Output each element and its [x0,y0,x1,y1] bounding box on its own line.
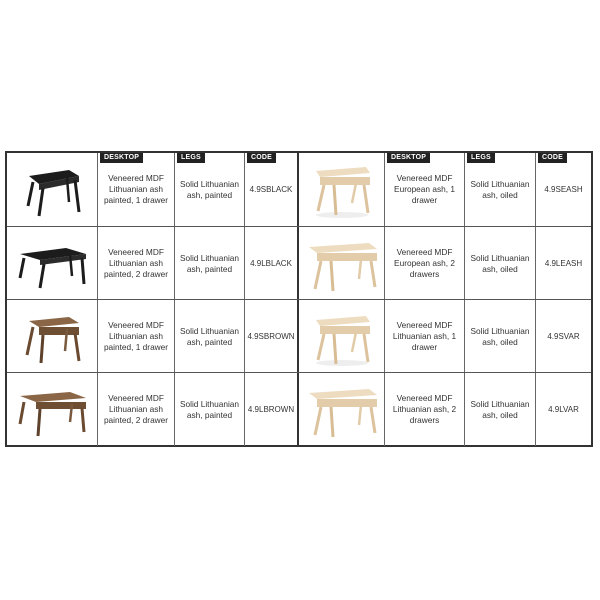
legs-header: LEGS [467,153,495,163]
desktop-cell [97,227,174,300]
desktop-description: Venereed MDF European ash, 2 drawers [394,247,455,279]
desktop-description: Veneered MDF Lithuanian ash painted, 1 drawer [103,320,169,352]
desktop-cell [384,153,464,226]
desktop-header: DESKTOP [387,153,430,163]
legs-description: Solid Lithuanian ash, oiled [470,252,530,274]
desktop-cell [97,300,174,373]
code-cell [535,300,591,373]
product-code: 4.9SEASH [544,185,583,194]
product-code: 4.9LVAR [548,405,579,414]
legs-header: LEGS [177,153,205,163]
desktop-description: Venereed MDF Lithuanian ash, 2 drawers [392,393,457,425]
desk-image-ash-large [297,373,384,446]
desk-image-black-large [7,227,97,300]
legs-cell [174,153,244,226]
desk-image-ash-large [297,227,384,300]
desk-image-ash-small [297,153,384,226]
desk-image-black-small [7,153,97,226]
code-header: CODE [247,153,276,163]
product-code: 4.9LEASH [544,259,583,268]
code-cell [244,300,297,373]
product-code: 4.9LBROWN [247,405,295,414]
legs-cell [464,373,535,446]
legs-description: Solid Lithuanian ash, painted [179,325,240,347]
desk-image-brown-large [7,373,97,446]
product-code: 4.9SBROWN [247,332,295,341]
table-row [7,372,591,446]
legs-description: Solid Lithuanian ash, oiled [470,398,530,420]
product-code: 4.9SVAR [547,332,580,341]
legs-cell [174,300,244,373]
legs-cell [464,153,535,226]
table-row [7,153,591,226]
desktop-description: Veneered MDF Lithuanian ash painted, 1 drawer [103,173,169,205]
desktop-description: Veneered MDF Lithuanian ash painted, 2 drawer [103,247,169,279]
desktop-description: Veneered MDF Lithuanian ash painted, 2 drawer [103,393,169,425]
code-header: CODE [538,153,567,163]
desktop-description: Venereed MDF Lithuanian ash, 1 drawer [392,320,457,352]
code-cell [244,227,297,300]
desktop-cell [97,153,174,226]
legs-cell [464,227,535,300]
desk-image-brown-small [7,300,97,373]
table-row [7,299,591,373]
legs-description: Solid Lithuanian ash, oiled [470,325,530,347]
legs-cell [464,300,535,373]
code-cell [535,373,591,446]
product-code: 4.9SBLACK [249,185,293,194]
legs-cell [174,227,244,300]
desktop-cell [97,373,174,446]
table-row [7,226,591,300]
legs-cell [174,373,244,446]
code-cell [244,373,297,446]
product-code: 4.9LBLACK [250,259,292,268]
code-cell [535,227,591,300]
desktop-cell [384,227,464,300]
desktop-description: Venereed MDF European ash, 1 drawer [394,173,455,205]
desk-image-ash-small [297,300,384,373]
desktop-header: DESKTOP [100,153,143,163]
legs-description: Solid Lithuanian ash, oiled [470,178,530,200]
legs-description: Solid Lithuanian ash, painted [179,398,240,420]
desk-catalog-table [5,151,593,447]
code-cell [244,153,297,226]
legs-description: Solid Lithuanian ash, painted [179,252,240,274]
code-cell [535,153,591,226]
desktop-cell [384,300,464,373]
desktop-cell [384,373,464,446]
legs-description: Solid Lithuanian ash, painted [179,178,240,200]
